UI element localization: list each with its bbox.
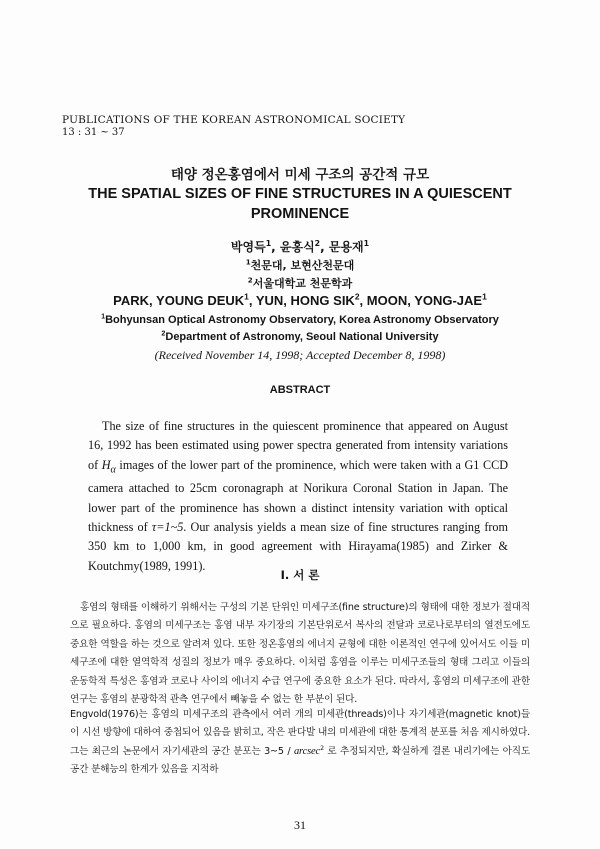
affiliation-korean-1: $^1$천문대, 보현산천문대 [245,257,355,272]
abstract-heading: ABSTRACT [269,384,331,396]
title-korean: 태양 정온홍염에서 미세 구조의 공간적 규모 [170,167,430,183]
authors-korean: 박영득$^1$, 윤홍식$^2$, 문용재$^1$ [230,239,370,254]
affiliation-english-2: $^2$Department of Astronomy, Seoul National University [161,329,439,343]
journal-pages: 13 : 31 ~ 37 [62,127,125,138]
received-dates: (Received November 14, 1998; Accepted December 8, 1998) [154,348,446,362]
affiliation-english-1: $^1$Bohyunsan Optical Astronomy Observatory, Korea Astronomy Observatory [101,312,499,326]
journal-name: PUBLICATIONS OF THE KOREAN ASTRONOMICAL SOCIETY [62,114,406,126]
body-paragraph-1: 홍염의 형태를 이해하기 위해서는 구성의 기본 단위인 미세구조(fine structure)의 형태에 대한 정보가 절대적으로 필요하다. 홍염의 미세구조는 홍염 내부 자기장의 기본단위로서 복사의 전달과 코로나로부터의 열전도에도 중요한 역할을 하는 것으로 알려져 있다. 또한 정온홍염의 에너지 균형에 대한 이론적인 연구에 있어서도 이들 미세구조에 대한 열역학적 성질의 정보가 매우 중요하다. 이처럼 홍염을 이루는 미세구조들의 형태 그리고 이들의 운동학적 특성은 홍염과 코로나 사이의 에너지 수급 연구에 중요한 요소가 된다. 따라서, 홍염의 미세구조에 관한 연구는 홍염의 분광학적 관측 연구에서 빼놓을 수 없는 한 부분이 된다. [70,602,530,706]
abstract-text: The size of fine structures in the quiescent prominence that appeared on August 16, 1992 has been estimated using power spectra generated from intensity variations of $H_\alpha$ images of the lower part of the prominence, which were taken with a G1 CCD camera attached to 25cm coronagraph at Norikura Coronal Station in Japan. The lower part of the prominence has shown a distinct intensity variation with optical thickness of τ=1~5. Our analysis yields a mean size of fine structures ranging from 350 km to 1,000 km, in good agreement with Hirayama(1985) and Zirker & Koutchmy(1989, 1991). [88,419,509,573]
authors-english: PARK, YOUNG DEUK$^1$, YUN, HONG SIK$^2$, MOON, YONG-JAE$^1$ [113,291,487,308]
section-heading-introduction: Ⅰ. 서 론 [280,568,320,582]
page-number: 31 [294,818,306,832]
title-english: THE SPATIAL SIZES OF FINE STRUCTURES IN A QUIESCENT PROMINENCE [88,186,512,222]
body-paragraph-2: Engvold(1976)는 홍염의 미세구조의 관측에서 여러 개의 미세관(threads)이나 자기세관(magnetic knot)들이 시선 방향에 대하여 중첩되어 있음을 밝히고, 작은 판다발 내의 미세관에 대한 통계적 분포를 처음 제시하였다. 그는 최근의 논문에서 자기세관의 공간 분포는 3~5 / arcsec$^2$ 로 추정되지만, 확실하게 결론 내리기에는 아직도 공간 분해능의 한계가 있음을 지적하 [70,709,531,776]
affiliation-korean-2: $^2$서울대학교 천문학과 [247,275,353,290]
